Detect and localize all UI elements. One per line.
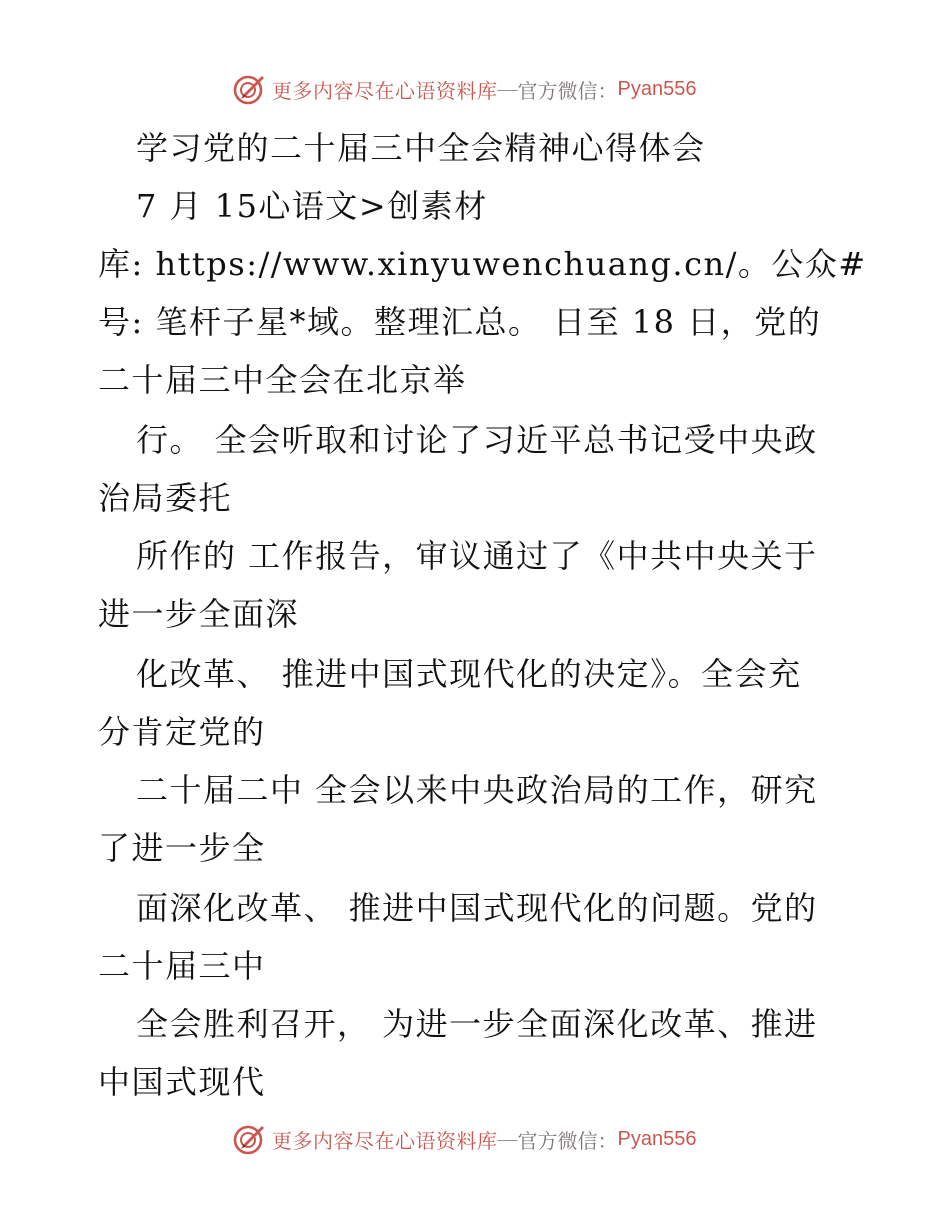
document-line: 二十届三中 <box>98 947 266 985</box>
banner-label: 官方微信： <box>517 1130 618 1153</box>
document-line: 二十届二中 全会以来中央政治局的工作，研究 <box>136 771 818 809</box>
banner-wechat-id: Pyan556 <box>617 1127 697 1150</box>
banner-label: 官方微信： <box>517 80 618 103</box>
footer-watermark-banner <box>232 1120 712 1158</box>
document-line: 全会胜利召开， 为进一步全面深化改革、推进 <box>136 1005 818 1043</box>
document-line: 7 月 15心语文>创素材 <box>136 187 488 225</box>
document-line: 面深化改革、 推进中国式现代化的问题。党的 <box>136 889 818 927</box>
header-watermark-banner <box>232 70 712 108</box>
quill-logo-icon <box>232 72 266 106</box>
quill-logo-icon <box>232 1122 266 1156</box>
document-line: 分肯定党的 <box>98 713 266 751</box>
document-line: 中国式现代 <box>98 1063 266 1101</box>
document-line: 库: https://www.xinyuwenchuang.cn/。公众# <box>98 245 867 283</box>
banner-main-text: 更多内容尽在心语资料库 <box>272 80 498 103</box>
document-title: 学习党的二十届三中全会精神心得体会 <box>136 129 706 167</box>
document-line: 二十届三中全会在北京举 <box>98 361 467 399</box>
document-line: 号: 笔杆子星*域。整理汇总。 日至 18 日，党的 <box>98 303 822 341</box>
document-line: 治局委托 <box>98 479 233 517</box>
banner-dash: — <box>497 77 518 100</box>
document-line: 了进一步全 <box>98 829 266 867</box>
document-line: 化改革、 推进中国式现代化的决定》。全会充 <box>136 655 802 693</box>
document-line: 所作的 工作报告，审议通过了《中共中央关于 <box>136 537 818 575</box>
document-line: 行。 全会听取和讨论了习近平总书记受中央政 <box>136 421 818 459</box>
document-line: 进一步全面深 <box>98 595 300 633</box>
banner-wechat-id: Pyan556 <box>617 77 697 100</box>
banner-dash: — <box>497 1127 518 1150</box>
banner-main-text: 更多内容尽在心语资料库 <box>272 1130 498 1153</box>
